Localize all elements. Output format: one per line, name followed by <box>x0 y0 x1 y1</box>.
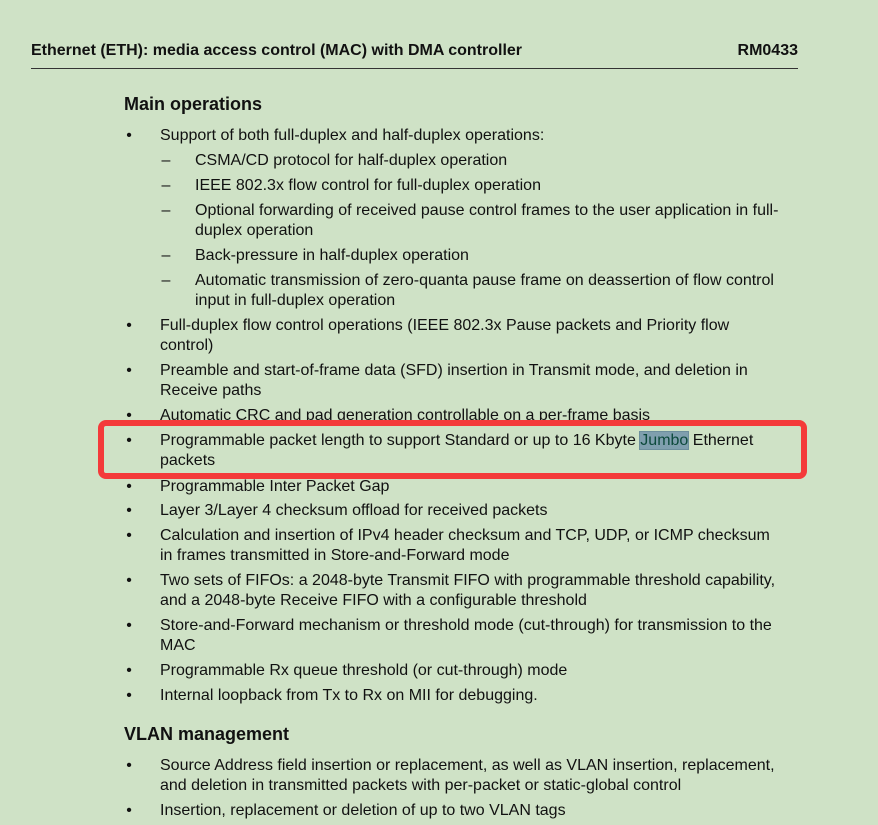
document-id: RM0433 <box>737 42 798 59</box>
sub-list-item-text-line-1: Optional forwarding of received pause control frames to the user application in full- <box>195 202 779 219</box>
sub-list-item <box>161 201 805 241</box>
dash-marker: – <box>161 177 171 194</box>
list-item-text-line-2: packets <box>160 452 216 469</box>
list-item <box>126 756 800 796</box>
list-item-text: Programmable Rx queue threshold (or cut-through) mode <box>160 662 568 679</box>
list-item-text-line-1: Full-duplex flow control operations (IEEE 802.3x Pause packets and Priority flow <box>160 317 730 334</box>
bullet-marker: • <box>126 478 132 495</box>
search-highlight-jumbo[interactable]: Jumbo <box>640 432 689 449</box>
sub-list-item <box>161 246 805 266</box>
bullet-marker: • <box>126 527 132 544</box>
bullet-marker: • <box>126 617 132 634</box>
list-item-text-line-2: in frames transmitted in Store-and-Forward mode <box>160 547 510 564</box>
bullet-marker: • <box>126 502 132 519</box>
list-item <box>126 526 800 566</box>
list-item <box>126 477 800 497</box>
list-item-text-pre: Programmable packet length to support Standard or up to 16 Kbyte <box>160 432 641 449</box>
list-item <box>126 571 800 611</box>
list-item-text: Internal loopback from Tx to Rx on MII for debugging. <box>160 687 538 704</box>
list-item <box>126 501 800 521</box>
list-item-text: Automatic CRC and pad generation controllable on a per-frame basis <box>160 407 651 424</box>
bullet-marker: • <box>126 407 132 424</box>
list-item <box>126 316 800 356</box>
list-item <box>126 126 800 146</box>
list-item-text-line-1: Source Address field insertion or replacement, as well as VLAN insertion, replacement, <box>160 757 775 774</box>
list-item-text: Support of both full-duplex and half-duplex operations: <box>160 127 545 144</box>
list-item-text: Layer 3/Layer 4 checksum offload for received packets <box>160 502 548 519</box>
list-item-text-line-2: and deletion in transmitted packets with per-packet or static-global control <box>160 777 682 794</box>
sub-list-item <box>161 151 805 171</box>
chapter-title: Ethernet (ETH): media access control (MAC) with DMA controller <box>31 42 523 59</box>
bullet-marker: • <box>126 757 132 774</box>
list-item-text-post: Ethernet <box>688 432 754 449</box>
bullet-marker: • <box>126 802 132 819</box>
section-title-vlan-management: VLAN management <box>124 724 290 744</box>
bullet-marker: • <box>126 432 132 449</box>
list-item-text-line-2: control) <box>160 337 214 354</box>
list-item-text-line-1: Store-and-Forward mechanism or threshold mode (cut-through) for transmission to the <box>160 617 772 634</box>
list-item-text: Programmable Inter Packet Gap <box>160 478 390 495</box>
list-item-text-line-1: Two sets of FIFOs: a 2048-byte Transmit FIFO with programmable threshold capability, <box>160 572 776 589</box>
dash-marker: – <box>161 247 171 264</box>
bullet-marker: • <box>126 127 132 144</box>
list-item-text: Insertion, replacement or deletion of up to two VLAN tags <box>160 802 566 819</box>
list-item-text-line-2: MAC <box>160 637 196 654</box>
sub-list-item-text: IEEE 802.3x flow control for full-duplex operation <box>195 177 541 194</box>
sub-list-item-text: CSMA/CD protocol for half-duplex operation <box>195 152 508 169</box>
dash-marker: – <box>161 272 171 289</box>
bullet-marker: • <box>126 572 132 589</box>
list-item-text-line-2: and a 2048-byte Receive FIFO with a configurable threshold <box>160 592 587 609</box>
dash-marker: – <box>161 152 171 169</box>
sub-list-item-text-line-2: duplex operation <box>195 222 314 239</box>
list-item <box>126 361 800 401</box>
list-item-text-line-1: Calculation and insertion of IPv4 header checksum and TCP, UDP, or ICMP checksum <box>160 527 770 544</box>
list-item <box>126 686 800 706</box>
sub-list-item <box>161 271 805 311</box>
list-item <box>126 661 800 681</box>
sub-list-item <box>161 176 805 196</box>
list-item <box>126 406 800 426</box>
sub-list-item-text-line-1: Automatic transmission of zero-quanta pause frame on deassertion of flow control <box>195 272 774 289</box>
dash-marker: – <box>161 202 171 219</box>
bullet-marker: • <box>126 317 132 334</box>
list-item <box>126 616 800 656</box>
sub-list-item-text-line-2: input in full-duplex operation <box>195 292 396 309</box>
bullet-marker: • <box>126 362 132 379</box>
list-item-text-line-1: Preamble and start-of-frame data (SFD) insertion in Transmit mode, and deletion in <box>160 362 748 379</box>
sub-list-item-text: Back-pressure in half-duplex operation <box>195 247 469 264</box>
list-item-text-line-2: Receive paths <box>160 382 262 399</box>
bullet-marker: • <box>126 687 132 704</box>
list-item <box>126 801 800 821</box>
list-item-highlighted <box>126 431 800 471</box>
section-title-main-operations: Main operations <box>124 94 263 114</box>
page-header <box>31 42 798 69</box>
bullet-marker: • <box>126 662 132 679</box>
